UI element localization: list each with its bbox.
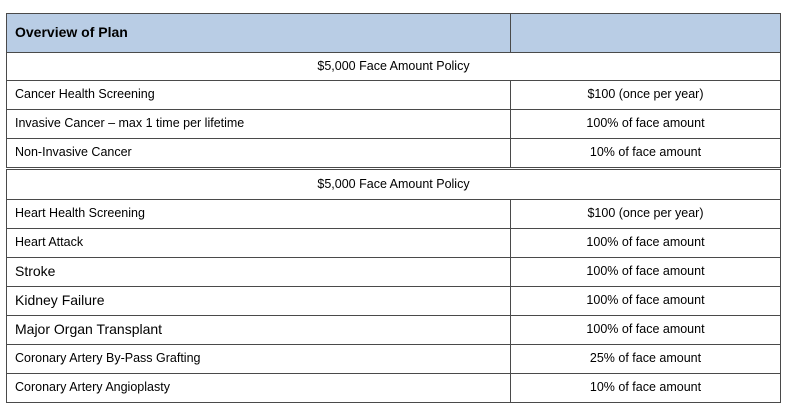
table-row <box>7 287 781 316</box>
benefit-label: Heart Health Screening <box>7 200 511 229</box>
benefit-value: 25% of face amount <box>511 345 781 374</box>
benefit-value: 10% of face amount <box>511 374 781 403</box>
benefit-label: Kidney Failure <box>7 287 511 316</box>
table-row <box>7 110 781 139</box>
table-row <box>7 374 781 403</box>
benefit-value: 10% of face amount <box>511 139 781 169</box>
benefit-value: 100% of face amount <box>511 229 781 258</box>
table-row <box>7 229 781 258</box>
benefit-label: Non-Invasive Cancer <box>7 139 511 169</box>
benefit-value: 100% of face amount <box>511 287 781 316</box>
table-title: Overview of Plan <box>7 14 511 53</box>
plan-overview-table <box>6 13 781 403</box>
benefit-value: $100 (once per year) <box>511 200 781 229</box>
table-row <box>7 200 781 229</box>
section-title: $5,000 Face Amount Policy <box>7 169 781 200</box>
section-header-row <box>7 53 781 81</box>
section-header-row <box>7 169 781 200</box>
benefit-value: 100% of face amount <box>511 258 781 287</box>
benefit-value: 100% of face amount <box>511 110 781 139</box>
benefit-label: Major Organ Transplant <box>7 316 511 345</box>
table-row <box>7 345 781 374</box>
table-row <box>7 139 781 169</box>
section-title: $5,000 Face Amount Policy <box>7 53 781 81</box>
table-header-value <box>511 14 781 53</box>
benefit-label: Heart Attack <box>7 229 511 258</box>
benefit-label: Coronary Artery By-Pass Grafting <box>7 345 511 374</box>
benefit-value: $100 (once per year) <box>511 81 781 110</box>
benefit-value: 100% of face amount <box>511 316 781 345</box>
table-row <box>7 258 781 287</box>
benefit-label: Invasive Cancer – max 1 time per lifetime <box>7 110 511 139</box>
table-row <box>7 316 781 345</box>
benefit-label: Coronary Artery Angioplasty <box>7 374 511 403</box>
benefit-label: Cancer Health Screening <box>7 81 511 110</box>
table-row <box>7 81 781 110</box>
benefit-label: Stroke <box>7 258 511 287</box>
table-header-row <box>7 14 781 53</box>
